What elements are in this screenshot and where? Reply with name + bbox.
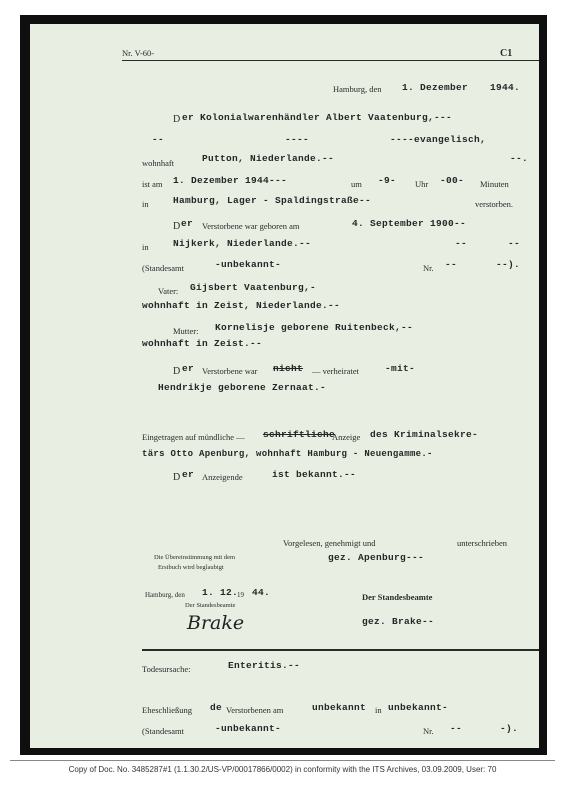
mother-label: Mutter: (173, 326, 199, 336)
marriage-place: unbekannt- (388, 702, 449, 713)
cause-label: Todesursache: (142, 664, 191, 674)
verstorben-label: verstorben. (475, 199, 514, 209)
father-name: Gijsbert Vaatenburg,- (190, 282, 317, 293)
birth-standesamt-value: -unbekannt- (215, 259, 282, 270)
marriage-nr-value: -- (450, 723, 463, 734)
deceased-dash-1: -- (152, 134, 165, 145)
uhr-label: Uhr (415, 179, 429, 189)
hh-date-label: Hamburg, den (145, 591, 185, 599)
death-certificate-page (30, 24, 539, 748)
birth-tail-1: -- (455, 238, 468, 249)
separator-rule (142, 649, 539, 651)
birth-standesamt-label: (Standesamt (142, 263, 185, 273)
anzeigende-er: er (182, 469, 195, 480)
standesbeamte-small: Der Standesbeamte (185, 602, 236, 609)
birth-nr-value: -- (445, 259, 458, 270)
deceased-religion: ----evangelisch, (390, 134, 487, 145)
deceased-prefix: D (173, 114, 181, 125)
vorgelesen-text: Vorgelesen, genehmigt und (283, 538, 376, 548)
conformity-line-2: Erstbuch wird beglaubigt (158, 564, 224, 571)
marriage-date: unbekannt (312, 702, 367, 713)
marriage-close: -). (500, 723, 519, 734)
birth-er: er (181, 218, 194, 229)
birth-place: Nijkerk, Niederlande.-- (173, 238, 312, 249)
anzeigende-prefix: D (173, 472, 181, 483)
birth-text: Verstorbene war geboren am (202, 221, 300, 231)
certificate-year: 1944. (490, 82, 521, 93)
anzeigende-label: Anzeigende (202, 472, 243, 482)
doc-number: Nr. V-60- (122, 48, 155, 58)
mother-name: Kornelisje geborene Ruitenbeck,-- (215, 322, 414, 333)
marital-text: Verstorbene war (202, 366, 258, 376)
marital-struck: nicht (273, 363, 304, 374)
um-label: um (351, 179, 362, 189)
form-code: C1 (500, 48, 513, 59)
archive-footer: Copy of Doc. No. 3485287#1 (1.1.30.2/US-VP/00017866/0002) in conformity with the ITS Archives, 03.09.2009, User: 70 (68, 765, 497, 774)
signed-by: gez. Apenburg--- (328, 552, 425, 563)
marriage-nr-label: Nr. (423, 726, 434, 736)
place-date-label: Hamburg, den (333, 84, 382, 94)
reporter-line2: tärs Otto Apenburg, wohnhaft Hamburg - Neuengamme.- (142, 449, 433, 459)
reporter-struck: schriftliche (263, 429, 336, 440)
marriage-des: de (210, 702, 223, 713)
reporter-anzeige: Anzeige (332, 432, 361, 442)
marital-mit: -mit- (385, 363, 416, 374)
conformity-line-1: Die Übereinstimmung mit dem (154, 554, 236, 561)
header-rule (122, 60, 539, 61)
marital-prefix: D (173, 366, 181, 377)
marriage-standesamt-label: (Standesamt (142, 726, 185, 736)
marriage-text: Verstorbenen am (226, 705, 284, 715)
footer-rule (10, 760, 555, 761)
ist-am-label: ist am (142, 179, 163, 189)
birth-nr-label: Nr. (423, 263, 434, 273)
birth-close: --). (496, 259, 521, 270)
hh-year: 44. (252, 587, 271, 598)
birth-prefix: D (173, 221, 181, 232)
handwritten-signature: Brake (187, 612, 245, 634)
mother-residence: wohnhaft in Zeist.-- (142, 338, 263, 349)
birth-tail-2: -- (508, 238, 521, 249)
standesbeamte-title: Der Standesbeamte (362, 592, 433, 602)
death-place: Hamburg, Lager - Spaldingstraße-- (173, 195, 372, 206)
deceased-residence: Putton, Niederlande.-- (202, 153, 335, 164)
father-residence: wohnhaft in Zeist, Niederlande.-- (142, 300, 341, 311)
marital-er: er (182, 363, 195, 374)
certificate-date: 1. Dezember (402, 82, 469, 93)
minuten-label: Minuten (480, 179, 509, 189)
death-date: 1. Dezember 1944--- (173, 175, 288, 186)
marital-verheiratet: — verheiratet (312, 366, 359, 376)
reporter-label: Eingetragen auf mündliche — (142, 432, 245, 442)
standesbeamte-gez: gez. Brake-- (362, 616, 435, 627)
marriage-in: in (375, 705, 382, 715)
marriage-label: Eheschließung (142, 705, 193, 715)
in-label: in (142, 199, 149, 209)
unterschrieben-text: unterschrieben (457, 538, 508, 548)
reporter-line1: des Kriminalsekre- (370, 429, 479, 440)
hh-date: 1. 12. (202, 587, 239, 598)
deceased-name: er Kolonialwarenhändler Albert Vaatenburg,--- (182, 112, 453, 123)
cause-value: Enteritis.-- (228, 660, 301, 671)
birth-in-label: in (142, 242, 149, 252)
hh-year-prefix: 19 (237, 591, 244, 599)
father-label: Vater: (158, 286, 179, 296)
birth-date: 4. September 1900-- (352, 218, 467, 229)
deceased-dash-2: ---- (285, 134, 310, 145)
death-hour: -9- (378, 175, 397, 186)
anzeigende-value: ist bekannt.-- (272, 469, 357, 480)
residence-label: wohnhaft (142, 158, 175, 168)
spouse-name: Hendrikje geborene Zernaat.- (158, 382, 327, 393)
death-minutes: -00- (440, 175, 465, 186)
marriage-standesamt-value: -unbekannt- (215, 723, 282, 734)
residence-tail: --. (510, 153, 529, 164)
